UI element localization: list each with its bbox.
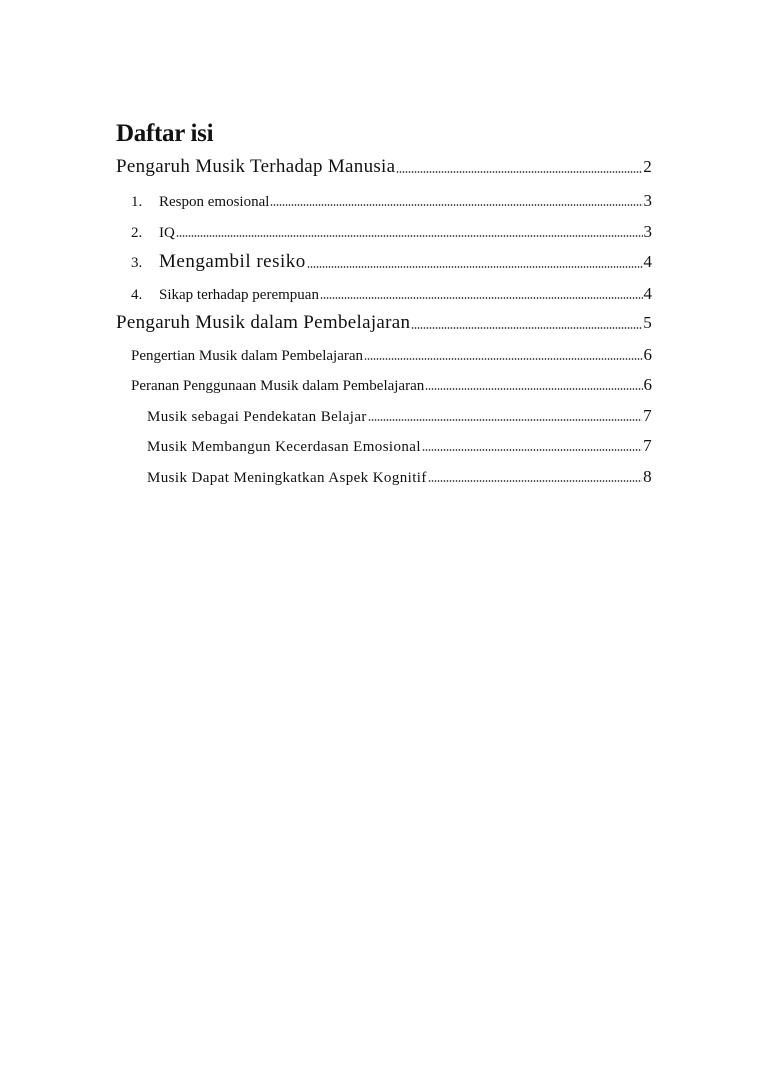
dot-leader	[422, 449, 642, 451]
toc-page-number: 3	[643, 222, 652, 241]
toc-entry-number: 3.	[131, 255, 143, 271]
toc-entry-number: 4.	[131, 287, 143, 303]
toc-entry-text: Pengertian Musik dalam Pembelajaran	[131, 348, 364, 364]
dot-leader	[307, 266, 643, 268]
toc-page-number: 7	[643, 406, 652, 425]
toc-entry-text: Musik Membangun Kecerdasan Emosional	[147, 439, 421, 455]
toc-entry-number: 1.	[131, 194, 143, 210]
toc-page-number: 3	[643, 191, 652, 210]
toc-entry[interactable]	[147, 436, 652, 456]
toc-entry-text: Respon emosional	[159, 194, 270, 210]
toc-page-number: 5	[643, 313, 652, 332]
toc-entry[interactable]	[131, 222, 652, 242]
toc-entry-text: Musik Dapat Meningkatkan Aspek Kognitif	[147, 470, 427, 486]
dot-leader	[428, 480, 642, 482]
dot-leader	[364, 358, 642, 360]
toc-page-number: 6	[643, 345, 652, 364]
toc-entry[interactable]	[131, 284, 652, 304]
dot-leader	[270, 204, 642, 206]
toc-entry[interactable]	[116, 156, 652, 178]
dot-leader	[411, 327, 642, 329]
toc-entry-text: Mengambil resiko	[159, 251, 306, 272]
toc-entry-text: Pengaruh Musik dalam Pembelajaran	[116, 312, 411, 333]
toc-page-number: 2	[643, 157, 652, 176]
dot-leader	[425, 388, 642, 390]
toc-page-number: 4	[643, 284, 652, 303]
dot-leader	[368, 419, 642, 421]
toc-entry-text: Peranan Penggunaan Musik dalam Pembelajaran	[131, 378, 425, 394]
toc-page-number: 8	[643, 467, 652, 486]
toc-title: Daftar isi	[116, 120, 214, 147]
dot-leader	[176, 235, 643, 237]
dot-leader	[320, 297, 643, 299]
toc-entry[interactable]	[131, 251, 652, 273]
toc-entry-number: 2.	[131, 225, 143, 241]
toc-entry[interactable]	[147, 406, 652, 426]
toc-entry-text: Sikap terhadap perempuan	[159, 287, 319, 303]
toc-entry-text: Musik sebagai Pendekatan Belajar	[147, 409, 367, 425]
toc-entry[interactable]	[116, 312, 652, 334]
toc-page-number: 6	[643, 375, 652, 394]
toc-entry[interactable]	[131, 191, 652, 211]
toc-entry[interactable]	[131, 375, 652, 395]
toc-entry-text: IQ	[159, 225, 175, 241]
toc-entry[interactable]	[131, 345, 652, 365]
toc-entry-text: Pengaruh Musik Terhadap Manusia	[116, 156, 396, 177]
toc-page-number: 4	[643, 252, 652, 271]
toc-page-number: 7	[643, 436, 652, 455]
dot-leader	[396, 171, 642, 173]
toc-entry[interactable]	[147, 467, 652, 487]
